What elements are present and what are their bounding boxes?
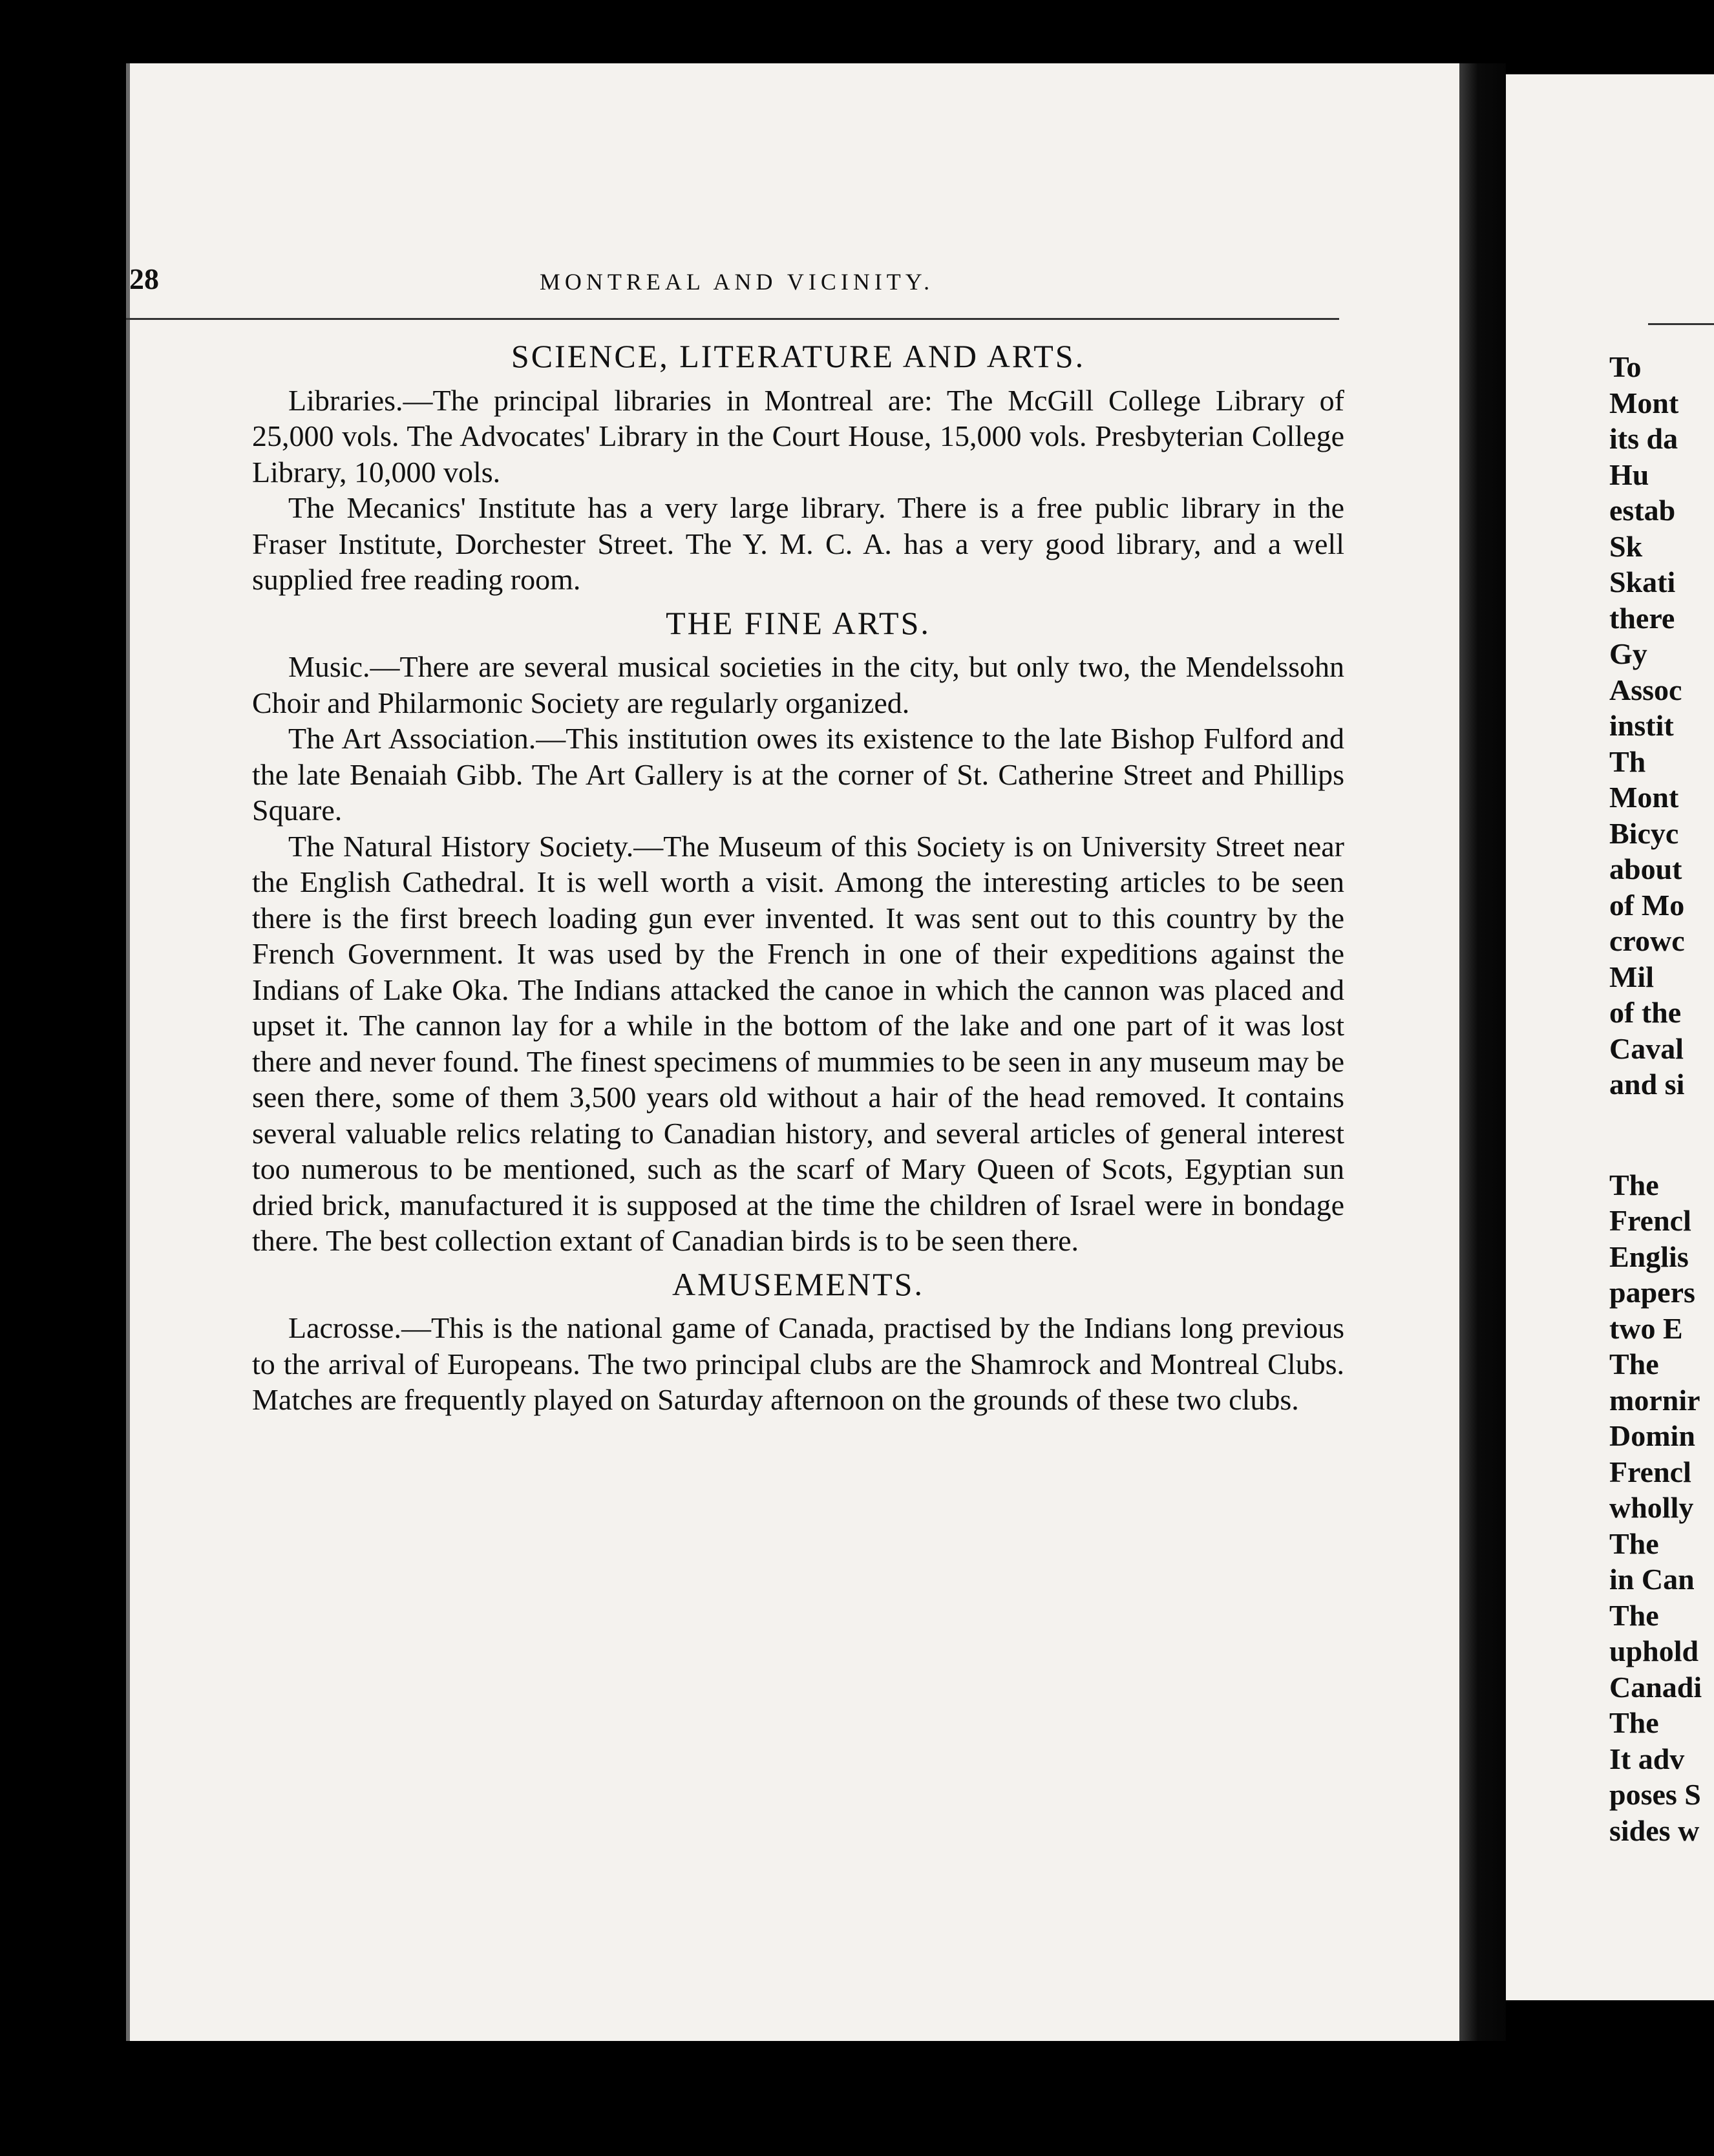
fragment-line: To — [1609, 350, 1642, 383]
fragment-line: its da — [1609, 422, 1678, 455]
fragment-line: The — [1609, 1168, 1659, 1201]
fragment-line: there — [1609, 601, 1675, 635]
fragment-line: two E — [1609, 1311, 1683, 1345]
fragment-line: of Mo — [1609, 888, 1685, 922]
right-page-header-rule — [1648, 323, 1714, 325]
page-number: 28 — [129, 262, 159, 295]
fragment-line: Mont — [1609, 781, 1679, 814]
fragment-line: Hu — [1609, 458, 1649, 491]
fragment-line: papers — [1609, 1276, 1695, 1309]
fragment-line: Caval — [1609, 1031, 1684, 1065]
fragment-line: The — [1609, 1348, 1659, 1380]
fragment-line: and si — [1609, 1068, 1685, 1101]
fragment-line: Gy — [1609, 637, 1647, 670]
fragment-line: Mil — [1609, 960, 1654, 993]
fragment-line: Assoc — [1609, 673, 1682, 706]
fragment-gap — [1609, 1103, 1714, 1167]
fragment-line: The — [1609, 1527, 1659, 1560]
book-gutter — [1459, 63, 1506, 2041]
fragment-line: estab — [1609, 494, 1676, 527]
fragment-line: Sk — [1609, 529, 1643, 563]
paragraph-libraries: Libraries.—The principal libraries in Montreal are: The McGill College Library of 25,000 vols. The Advocates' Library in the Court House, 15,000 vols. Presbyterian College Library, 10,000 vols. — [252, 383, 1344, 489]
section-heading: THE FINE ARTS. — [666, 604, 931, 641]
fragment-line: wholly — [1609, 1491, 1694, 1524]
paragraph-mecanics-institute: The Mecanics' Institute has a very large library. There is a free public library in the Fraser Institute, Dorchester Street. The Y. M. C. A. has a very good library, and a well supplied free reading room. — [252, 491, 1344, 596]
fragment-line: Englis — [1609, 1240, 1689, 1273]
fragment-line: Mont — [1609, 386, 1679, 419]
paragraph-natural-history-society: The Natural History Society.—The Museum of this Society is on University Street near the English Cathedral. It is well worth a visit. Among the interesting articles to be seen there is the first breech loading gun ever invented. It was sent out to this country by the French Government. It was used by the French in one of their expeditions against the Indians of Lake Oka. The Indians attacked the canoe in which the cannon was placed and upset it. The cannon lay for a while in the bottom of the lake and one part of it was lost there and never found. The finest specimens of mummies to be seen in any museum may be seen there, some of them 3,500 years old without a hair of the head removed. It contains several valuable relics relating to Canadian history, and several articles of general interest too numerous to be mentioned, such as the scarf of Mary Queen of Scots, Egyptian sun dried brick, manufactured it is supposed at the time the children of Israel were in bondage there. The best collection extant of Canadian birds is to be seen there. — [252, 829, 1344, 1257]
fragment-line: sides w — [1609, 1813, 1700, 1847]
paragraph-art-association: The Art Association.—This institution owes its existence to the late Bishop Fulford and the late Benaiah Gibb. The Art Gallery is at the corner of St. Catherine Street and Phillips Square. — [252, 722, 1344, 827]
paragraph-lacrosse: Lacrosse.—This is the national game of Canada, practised by the Indians long previous to the arrival of Europeans. The two principal clubs are the Shamrock and Montreal Clubs. Matches are frequently played on Saturday afternoon on the grounds of these two clubs. — [252, 1311, 1344, 1416]
paragraph-music: Music.—There are several musical societies in the city, but only two, the Mendelssohn Choir and Philarmonic Society are regularly organized. — [252, 650, 1344, 719]
fragment-line: Canadi — [1609, 1670, 1702, 1704]
section-heading: AMUSEMENTS. — [672, 1265, 924, 1302]
fragment-line: Frencl — [1609, 1204, 1691, 1237]
fragment-line: Th — [1609, 745, 1646, 778]
page-body — [252, 331, 1344, 1418]
section-amusements — [252, 1267, 1344, 1418]
fragment-line: crowc — [1609, 924, 1685, 957]
fragment-line: uphold — [1609, 1634, 1699, 1667]
fragment-line: poses S — [1609, 1778, 1701, 1811]
header-rule — [126, 318, 1339, 320]
fragment-line: It adv — [1609, 1742, 1685, 1775]
section-fine-arts — [252, 606, 1344, 1259]
right-page-fragments — [1609, 349, 1714, 1848]
fragment-line: Skati — [1609, 565, 1676, 598]
fragment-line: in Can — [1609, 1563, 1695, 1596]
fragment-line: of the — [1609, 996, 1682, 1029]
running-head: MONTREAL AND VICINITY. — [539, 269, 935, 295]
section-science-literature-arts — [252, 339, 1344, 598]
fragment-line: The — [1609, 1706, 1659, 1739]
fragment-line: Frencl — [1609, 1455, 1691, 1488]
fragment-line: about — [1609, 852, 1682, 885]
fragment-line: mornir — [1609, 1383, 1700, 1417]
section-heading: SCIENCE, LITERATURE AND ARTS. — [511, 338, 1086, 374]
page-header — [129, 194, 1344, 297]
fragment-line: instit — [1609, 709, 1674, 742]
fragment-line: Domin — [1609, 1419, 1695, 1452]
fragment-line: The — [1609, 1598, 1659, 1632]
fragment-line: Bicyc — [1609, 816, 1679, 850]
